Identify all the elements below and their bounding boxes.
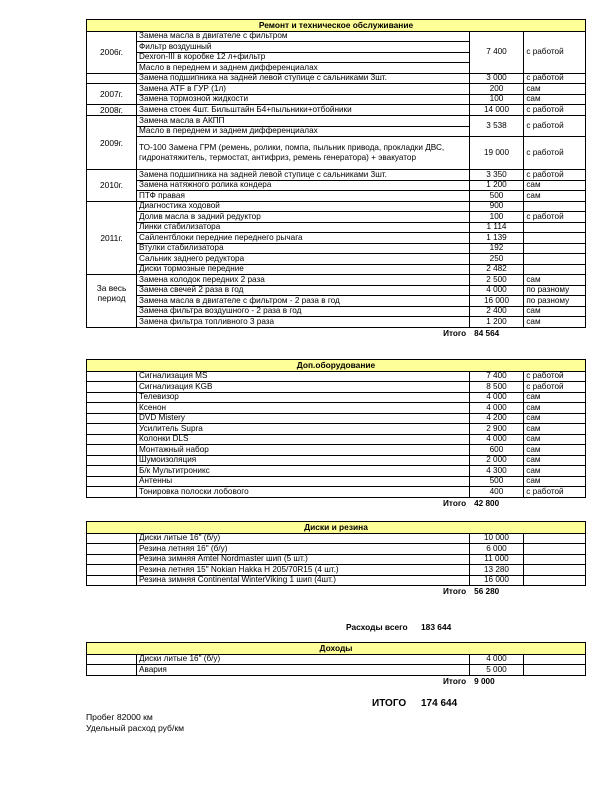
sum-cell: 500 (469, 476, 524, 487)
item-cell: Долив масла в задний редуктор (137, 212, 470, 223)
item-cell: Замена масла в двигателе с фильтром (137, 31, 470, 42)
sum-cell: 10 000 (469, 533, 524, 544)
item-cell: Масло в переднем и заднем дифференциалах (137, 63, 470, 74)
total-row (87, 586, 586, 599)
year-cell: 2008г. (87, 105, 137, 116)
sum-cell: 2 400 (469, 306, 524, 317)
table-row (87, 533, 586, 544)
table-row (87, 73, 586, 84)
equipment-title: Доп.оборудование (87, 360, 586, 372)
note-cell: с работой (524, 31, 586, 73)
tires-title: Диски и резина (87, 522, 586, 534)
item-cell: Замена свечей 2 раза в год (137, 285, 470, 296)
table-row (87, 31, 586, 42)
item-cell: Сальник заднего редуктора (137, 254, 470, 265)
note-cell (524, 222, 586, 233)
year-cell: 2011г. (87, 201, 137, 275)
note-cell (524, 233, 586, 244)
item-cell: Замена стоек 4шт. Бильштайн Б4+пыльники+отбойники (137, 105, 470, 116)
year-cell: 2009г. (87, 116, 137, 170)
note-cell: с работой (524, 73, 586, 84)
sum-cell: 100 (469, 94, 524, 105)
table-row (87, 222, 586, 233)
table-row (87, 116, 586, 127)
table-row (87, 317, 586, 328)
sum-cell: 4 000 (469, 285, 524, 296)
table-row (87, 424, 586, 435)
table-row (87, 201, 586, 212)
item-cell: Замена масла в двигателе с фильтром - 2 раза в год (137, 296, 470, 307)
sum-cell: 1 139 (469, 233, 524, 244)
income-title: Доходы (87, 643, 586, 655)
table-row (87, 544, 586, 555)
sum-cell: 4 000 (469, 403, 524, 414)
sum-cell: 19 000 (469, 137, 524, 170)
sum-cell: 4 200 (469, 413, 524, 424)
grand-total-value: 174 644 (421, 698, 458, 709)
item-cell: Сигнализация MS (137, 371, 470, 382)
sum-cell: 600 (469, 445, 524, 456)
table-row (87, 413, 586, 424)
item-cell: Сигнализация KGB (137, 382, 470, 393)
sum-cell: 7 400 (469, 31, 524, 73)
item-cell: Телевизор (137, 392, 470, 403)
repair-section (86, 19, 586, 340)
item-cell: Антенны (137, 476, 470, 487)
total-label: Итого (443, 676, 467, 686)
table-row (87, 233, 586, 244)
note-cell (524, 254, 586, 265)
sum-cell: 16 000 (469, 296, 524, 307)
total-row (87, 675, 586, 688)
note-cell: с работой (524, 137, 586, 170)
year-cell: 2010г. (87, 170, 137, 202)
sum-cell: 5 000 (469, 665, 524, 676)
table-row (87, 84, 586, 95)
table-row (87, 434, 586, 445)
total-label: Итого (443, 498, 467, 508)
item-cell: Фильтр воздушный (137, 42, 470, 53)
item-cell: DVD Mistery (137, 413, 470, 424)
sum-cell: 1 200 (469, 317, 524, 328)
note-cell: сам (524, 191, 586, 202)
sum-cell: 13 280 (469, 565, 524, 576)
note-cell: сам (524, 403, 586, 414)
table-row (87, 191, 586, 202)
total-label: Итого (443, 328, 467, 338)
item-cell: ПТФ правая (137, 191, 470, 202)
tires-table (86, 521, 586, 599)
note-cell: с работой (524, 170, 586, 181)
tires-section (86, 521, 586, 599)
expenses-value: 183 644 (421, 622, 452, 632)
sum-cell: 100 (469, 212, 524, 223)
table-row (87, 254, 586, 265)
note-cell: сам (524, 466, 586, 477)
total-label: Итого (443, 587, 467, 597)
table-row (87, 371, 586, 382)
sum-cell: 1 114 (469, 222, 524, 233)
sum-cell: 16 000 (469, 575, 524, 586)
note-cell (524, 201, 586, 212)
note-cell: сам (524, 180, 586, 191)
table-row (87, 476, 586, 487)
table-row (87, 212, 586, 223)
sum-cell: 8 500 (469, 382, 524, 393)
note-cell: сам (524, 275, 586, 286)
sum-cell: 4 000 (469, 434, 524, 445)
table-row (87, 285, 586, 296)
note-cell: сам (524, 434, 586, 445)
item-cell: Б/к Мультитроникс (137, 466, 470, 477)
sum-cell: 11 000 (469, 554, 524, 565)
item-cell: Замена фильтра воздушного - 2 раза в год (137, 306, 470, 317)
item-cell: Колонки DLS (137, 434, 470, 445)
note-cell: сам (524, 476, 586, 487)
sum-cell: 6 000 (469, 544, 524, 555)
sum-cell: 1 200 (469, 180, 524, 191)
note-cell: по разному (524, 285, 586, 296)
note-cell: сам (524, 306, 586, 317)
item-cell: Резина летняя 16" (б/у) (137, 544, 470, 555)
table-row (87, 243, 586, 254)
table-row (87, 466, 586, 477)
item-cell: Dexron-III в коробке 12 л+фильтр (137, 52, 470, 63)
total-row (87, 327, 586, 340)
table-row (87, 392, 586, 403)
total-value: 42 800 (474, 498, 500, 508)
note-cell: с работой (524, 212, 586, 223)
note-cell: сам (524, 455, 586, 466)
note-cell: с работой (524, 105, 586, 116)
table-row (87, 105, 586, 116)
note-cell (524, 264, 586, 275)
note-cell: по разному (524, 296, 586, 307)
table-row (87, 487, 586, 498)
sum-cell: 3 000 (469, 73, 524, 84)
item-cell: Втулки стабилизатора (137, 243, 470, 254)
table-row (87, 665, 586, 676)
sum-cell: 4 000 (469, 654, 524, 665)
item-cell: Тонировка полоски лобового (137, 487, 470, 498)
rate-text: Удельный расход руб/км (86, 723, 185, 733)
note-cell: сам (524, 317, 586, 328)
item-cell: Ксенон (137, 403, 470, 414)
sum-cell: 2 500 (469, 275, 524, 286)
sum-cell: 3 538 (469, 116, 524, 137)
sum-cell: 400 (469, 487, 524, 498)
table-row (87, 565, 586, 576)
sum-cell: 4 300 (469, 466, 524, 477)
item-cell: Резина летняя 15" Nokian Hakka H 205/70R15 (4 шт.) (137, 565, 470, 576)
note-cell: сам (524, 424, 586, 435)
item-cell: Авария (137, 665, 470, 676)
sum-cell: 500 (469, 191, 524, 202)
note-cell: с работой (524, 487, 586, 498)
item-cell: Диски литые 16" (б/у) (137, 533, 470, 544)
note-cell: сам (524, 392, 586, 403)
item-cell: Замена фильтра топливного 3 раза (137, 317, 470, 328)
sum-cell: 3 350 (469, 170, 524, 181)
sum-cell: 250 (469, 254, 524, 265)
note-cell: сам (524, 413, 586, 424)
item-cell: Масло в переднем и заднем дифференциалах (137, 126, 470, 137)
item-cell: Сайлентблоки передние переднего рычага (137, 233, 470, 244)
item-cell: Монтажный набор (137, 445, 470, 456)
table-row (87, 180, 586, 191)
sum-cell: 200 (469, 84, 524, 95)
note-cell: с работой (524, 382, 586, 393)
grand-total-label: ИТОГО (372, 698, 407, 709)
year-cell: За весь период (87, 275, 137, 328)
table-row (87, 275, 586, 286)
table-row (87, 94, 586, 105)
sum-cell: 192 (469, 243, 524, 254)
item-cell: Шумоизоляция (137, 455, 470, 466)
repair-table (86, 19, 586, 340)
table-row (87, 382, 586, 393)
expenses-label: Расходы всего (346, 622, 408, 632)
table-row (87, 306, 586, 317)
equipment-table (86, 359, 586, 510)
note-cell (524, 243, 586, 254)
item-cell: Замена подшипника на задней левой ступице с сальниками 3шт. (137, 73, 470, 84)
item-cell: ТО-100 Замена ГРМ (ремень, ролики, помпа, пыльник привода, прокладки ДВС, гидронатяжитель, термостат, антифриз, ремень генератора) + эвакуатор (137, 137, 470, 170)
item-cell: Замена колодок передних 2 раза (137, 275, 470, 286)
sum-cell: 900 (469, 201, 524, 212)
note-cell: сам (524, 445, 586, 456)
table-row (87, 455, 586, 466)
income-table (86, 642, 586, 688)
note-cell: с работой (524, 116, 586, 137)
table-row (87, 170, 586, 181)
table-row (87, 445, 586, 456)
total-value: 84 564 (474, 328, 500, 338)
item-cell: Замена ATF в ГУР (1л) (137, 84, 470, 95)
table-row (87, 264, 586, 275)
sum-cell: 4 000 (469, 392, 524, 403)
year-cell: 2007г. (87, 84, 137, 105)
table-row (87, 554, 586, 565)
table-row (87, 654, 586, 665)
sum-cell: 2 000 (469, 455, 524, 466)
item-cell: Диагностика ходовой (137, 201, 470, 212)
sum-cell: 2 900 (469, 424, 524, 435)
item-cell: Резина зимняя Continental WinterViking 1 шип (4шт.) (137, 575, 470, 586)
note-cell: сам (524, 94, 586, 105)
table-row (87, 296, 586, 307)
item-cell: Замена тормозной жидкости (137, 94, 470, 105)
note-cell: сам (524, 84, 586, 95)
table-row (87, 575, 586, 586)
item-cell: Диски тормозные передние (137, 264, 470, 275)
item-cell: Диски литые 16" (б/у) (137, 654, 470, 665)
item-cell: Линки стабилизатора (137, 222, 470, 233)
sum-cell: 14 000 (469, 105, 524, 116)
table-row (87, 403, 586, 414)
sum-cell: 2 482 (469, 264, 524, 275)
item-cell: Замена масла в АКПП (137, 116, 470, 127)
repair-title: Ремонт и техническое обслуживание (87, 20, 586, 32)
total-value: 56 280 (474, 587, 500, 597)
total-value: 9 000 (474, 676, 495, 686)
year-cell: 2006г. (87, 31, 137, 73)
item-cell: Резина зимняя Amtel Nordmaster шип (5 шт.) (137, 554, 470, 565)
mileage-text: Пробег 82000 км (86, 712, 153, 722)
equipment-section (86, 359, 586, 510)
note-cell: с работой (524, 371, 586, 382)
total-row (87, 497, 586, 510)
table-row (87, 137, 586, 170)
item-cell: Усилитель Supra (137, 424, 470, 435)
sum-cell: 7 400 (469, 371, 524, 382)
item-cell: Замена подшипника на задней левой ступице с сальниками 3шт. (137, 170, 470, 181)
item-cell: Замена натяжного ролика кондера (137, 180, 470, 191)
income-section (86, 642, 586, 688)
